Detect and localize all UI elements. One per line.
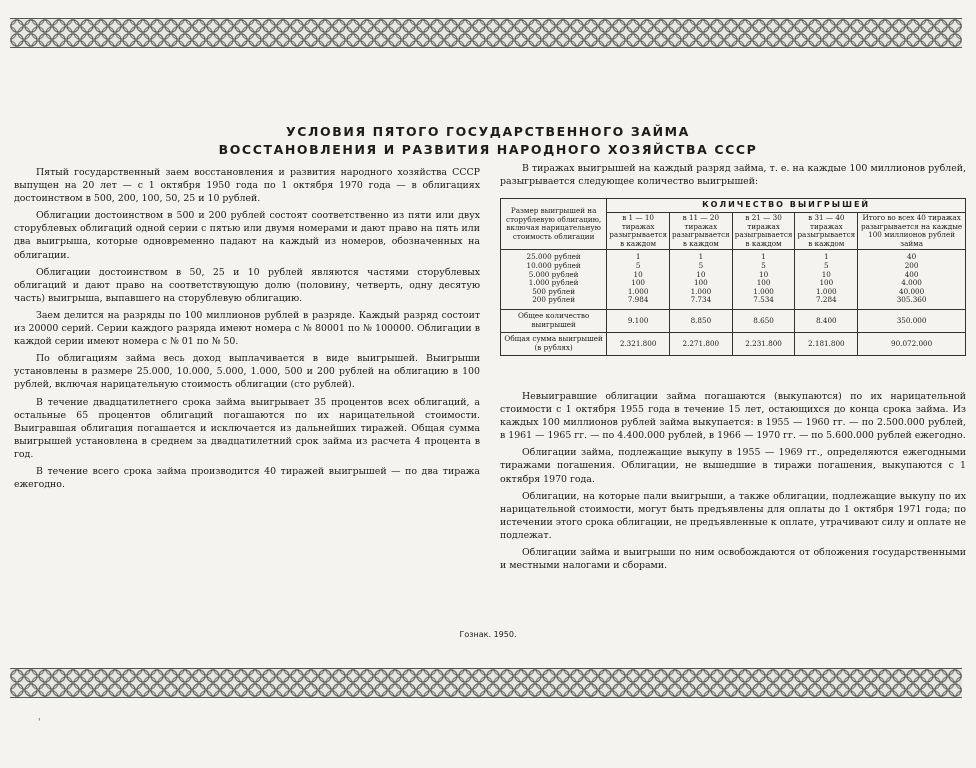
- paragraph: Облигации займа и выигрыши по ним освобождаются от обложения государственными и местными налогами и сборами.: [500, 547, 966, 572]
- prize-size: 25.000 рублей: [501, 250, 607, 262]
- table-cell: 7.984: [607, 296, 670, 309]
- total-count-row: [501, 309, 966, 332]
- right-column-intro: [500, 162, 966, 192]
- table-cell: 8.850: [669, 309, 732, 332]
- table-cell: 1.000: [795, 288, 858, 297]
- table-cell: 40.000: [858, 288, 966, 297]
- table-cell: 7.734: [669, 296, 732, 309]
- right-column-text: [500, 390, 966, 576]
- paragraph: В тиражах выигрышей на каждый разряд займа, т. е. на каждые 100 миллионов рублей, разыгрывается следующее количество выигрышей:: [500, 163, 966, 188]
- table-cell: 1: [732, 250, 795, 262]
- row-label: Общее количество выигрышей: [501, 309, 607, 332]
- table-cell: 90.072.000: [858, 332, 966, 355]
- table-cell: 350.000: [858, 309, 966, 332]
- table-header-row: [501, 199, 966, 213]
- column-header: в 31 — 40 тиражах разыгрывается в каждом: [795, 213, 858, 250]
- table-cell: 40: [858, 250, 966, 262]
- table-cell: 100: [607, 279, 670, 288]
- paragraph: Пятый государственный заем восстановления и развития народного хозяйства СССР выпущен на 20 лет — с 1 октября 1950 года по 1 октября 1970 года — в облигациях достоинством в 500, 200, 100, 50, 25 и 10 рублей.: [14, 167, 480, 205]
- table-cell: 100: [732, 279, 795, 288]
- paragraph: Облигации достоинством в 50, 25 и 10 рублей являются частями сторублевых облигаций и дают право на соответствующую долю (половину, четверть, одну десятую часть) выигрыша, выпавшего на сторублевую облигацию.: [14, 266, 480, 304]
- paragraph: По облигациям займа весь доход выплачивается в виде выигрышей. Выигрыши установлены в размере 25.000, 10.000, 5.000, 1.000, 500 и 200 рублей на облигацию в 100 рублей, включая нарицательную стоимость облигации (сто рублей).: [14, 353, 480, 391]
- table-cell: 305.360: [858, 296, 966, 309]
- paragraph: В течение двадцатилетнего срока займа выигрывает 35 процентов всех облигаций, а остальные 65 процентов облигаций погашаются по их нарицательной стоимости. Выигравшая облигация погашается и исключается из дальнейших тиражей. Общая сумма выигрышей установлена в среднем за двадцатилетний срок займа из расчета 4 процента в год.: [14, 396, 480, 460]
- table-cell: 1.000: [669, 288, 732, 297]
- table-cell: 100: [669, 279, 732, 288]
- table-cell: 1.000: [607, 288, 670, 297]
- table-cell: 9.100: [607, 309, 670, 332]
- prize-table: [500, 198, 966, 356]
- prize-size: 1.000 рублей: [501, 279, 607, 288]
- prize-size: 200 рублей: [501, 296, 607, 309]
- paragraph: Облигации займа, подлежащие выкупу в 1955 — 1969 гг., определяются ежегодными тиражами погашения. Облигации, не вышедшие в тиражи погашения, выкупаются с 1 октября 1970 года.: [500, 447, 966, 485]
- paragraph: Заем делится на разряды по 100 миллионов рублей в разряде. Каждый разряд состоит из 20000 серий. Серии каждого разряда имеют номера с № 80001 по № 100000. Облигации в каждой серии имеют номера с № 01 по № 50.: [14, 309, 480, 348]
- size-column-header: Размер выигрышей на сторублевую облигацию, включая нарицательную стоимость облигации: [501, 199, 607, 250]
- document-title-line-2: ВОССТАНОВЛЕНИЯ И РАЗВИТИЯ НАРОДНОГО ХОЗЯЙСТВА СССР: [218, 142, 758, 157]
- total-sum-row: [501, 332, 966, 355]
- table-cell: 5: [795, 262, 858, 271]
- table-cell: 2.321.800: [607, 332, 670, 355]
- table-cell: 4.000: [858, 279, 966, 288]
- column-header: в 21 — 30 тиражах разыгрывается в каждом: [732, 213, 795, 250]
- table-cell: 8.400: [795, 309, 858, 332]
- printer-imprint: Гознак. 1950.: [459, 630, 517, 639]
- stray-mark: ': [38, 718, 41, 728]
- paragraph: Облигации достоинством в 500 и 200 рублей состоят соответственно из пяти или двух сторублевых облигаций одной серии с пятью или двумя номерами и дают право на пять или два выигрыша, которые одновременно падают на каждый из номеров, обозначенных на облигации.: [14, 210, 480, 261]
- table-cell: 7.534: [732, 296, 795, 309]
- table-cell: 5: [732, 262, 795, 271]
- table-cell: 8.650: [732, 309, 795, 332]
- table-cell: 10: [669, 271, 732, 280]
- ornamental-border-top: [10, 18, 962, 48]
- table-cell: 5: [669, 262, 732, 271]
- left-column-text: [14, 166, 480, 495]
- column-header: в 11 — 20 тиражах разыгрывается в каждом: [669, 213, 732, 250]
- paragraph: Невыигравшие облигации займа погашаются (выкупаются) по их нарицательной стоимости с 1 октября 1955 года в течение 15 лет, остающихся до конца срока займа. Из каждых 100 миллионов рублей займа выкупается: в 1955 — 1960 гг. — по 2.500.000 рублей, в 1961 — 1965 гг. — по 4.400.000 рублей, в 1966 — 1970 гг. — по 5.600.000 рублей ежегодно.: [500, 391, 966, 442]
- table-cell: 400: [858, 271, 966, 280]
- prize-size: 500 рублей: [501, 288, 607, 297]
- table-cell: 10: [795, 271, 858, 280]
- table-cell: 7.284: [795, 296, 858, 309]
- table-cell: 10: [732, 271, 795, 280]
- prize-size: 5.000 рублей: [501, 271, 607, 280]
- column-header: в 1 — 10 тиражах разыгрывается в каждом: [607, 213, 670, 250]
- table-cell: 5: [607, 262, 670, 271]
- table-cell: 1: [607, 250, 670, 262]
- table-cell: 1: [795, 250, 858, 262]
- table-cell: 1.000: [732, 288, 795, 297]
- document-title-line-1: УСЛОВИЯ ПЯТОГО ГОСУДАРСТВЕННОГО ЗАЙМА: [286, 124, 690, 139]
- table-row: [501, 296, 966, 309]
- table-cell: 2.271.800: [669, 332, 732, 355]
- table-cell: 100: [795, 279, 858, 288]
- row-label: Общая сумма выигрышей (в рублях): [501, 332, 607, 355]
- ornamental-border-bottom: [10, 668, 962, 698]
- table-cell: 200: [858, 262, 966, 271]
- count-group-header: КОЛИЧЕСТВО ВЫИГРЫШЕЙ: [607, 199, 966, 213]
- table-cell: 2.231.800: [732, 332, 795, 355]
- table-cell: 10: [607, 271, 670, 280]
- prize-size: 10.000 рублей: [501, 262, 607, 271]
- paragraph: В течение всего срока займа производится 40 тиражей выигрышей — по два тиража ежегодно.: [14, 465, 480, 491]
- table-cell: 1: [669, 250, 732, 262]
- paragraph: Облигации, на которые пали выигрыши, а также облигации, подлежащие выкупу по их нарицательной стоимости, могут быть предъявлены для оплаты до 1 октября 1971 года; по истечении этого срока облигации, не предъявленные к оплате, утрачивают силу и оплате не подлежат.: [500, 490, 966, 541]
- column-header: Итого во всех 40 тиражах разыгрывается на каждые 100 миллионов рублей займа: [858, 213, 966, 250]
- table-cell: 2.181.800: [795, 332, 858, 355]
